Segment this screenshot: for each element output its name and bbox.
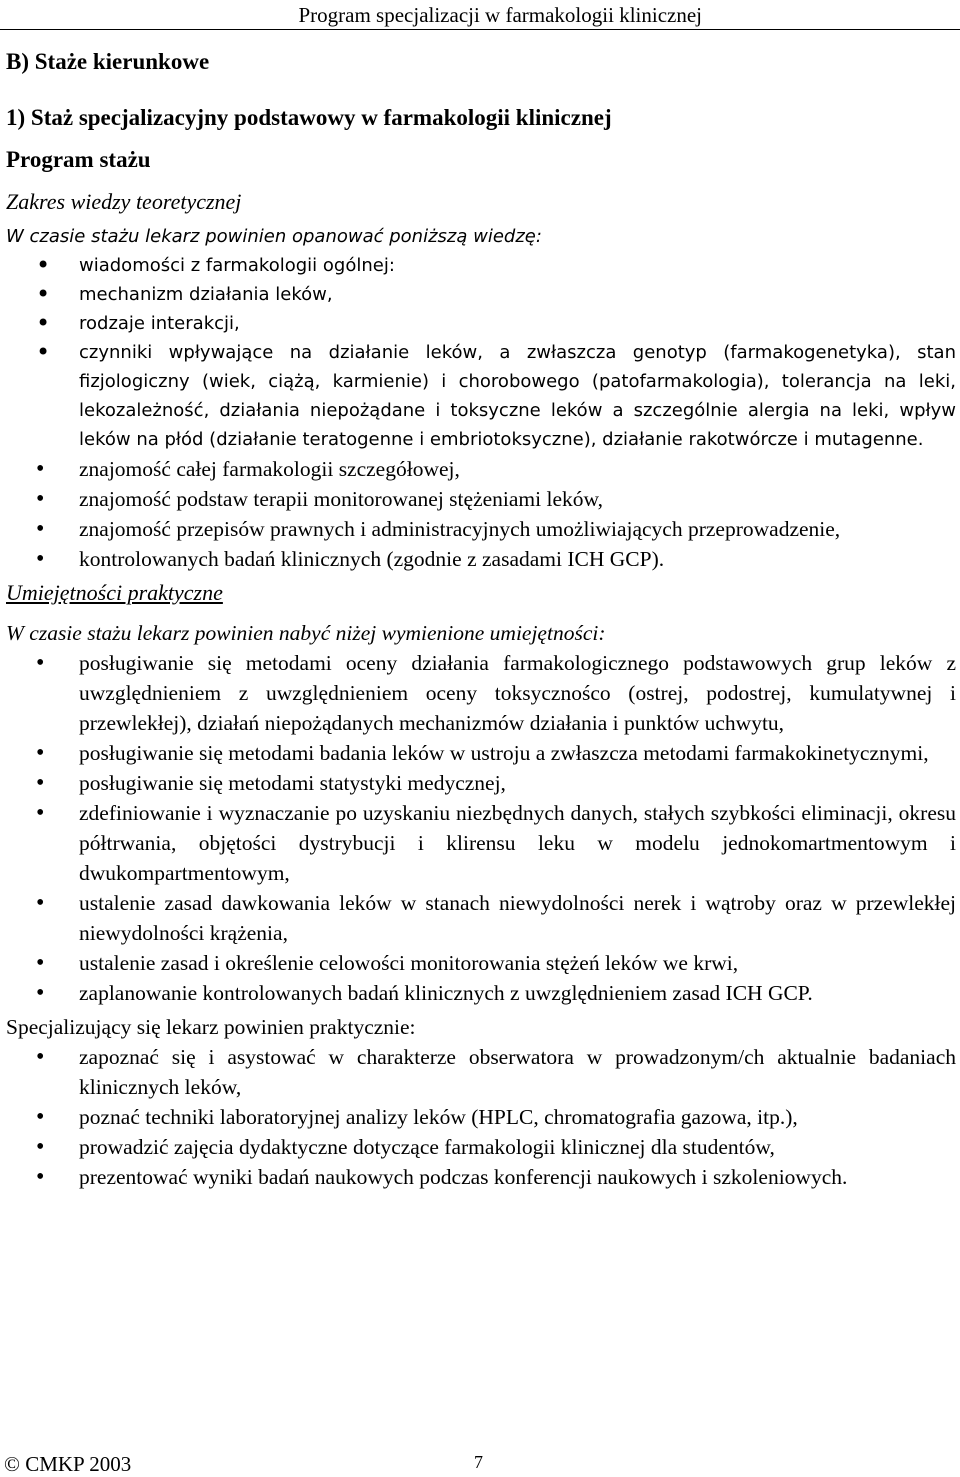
skills-item: • zaplanowanie kontrolowanych badań klinicznych z uwzględnieniem zasad ICH GCP. bbox=[6, 978, 956, 1008]
knowledge-item: • znajomość całej farmakologii szczegółowej, bbox=[6, 454, 956, 484]
footer-copyright: © CMKP 2003 bbox=[4, 1452, 132, 1476]
skills-item: • zdefiniowanie i wyznaczanie po uzyskaniu niezbędnych danych, stałych szybkości eliminacji, okresu półtrwania, objętości dystrybucji i klirensu leku w modelu jednokomartmentowym i dwukompartmentowym, bbox=[6, 798, 956, 888]
program-heading: Program stażu bbox=[6, 147, 151, 172]
knowledge-item: • znajomość przepisów prawnych i administracyjnych umożliwiających przeprowadzenie, bbox=[6, 514, 956, 544]
knowledge-item: • znajomość podstaw terapii monitorowanej stężeniami leków, bbox=[6, 484, 956, 514]
staz-heading: 1) Staż specjalizacyjny podstawowy w farmakologii klinicznej bbox=[6, 105, 612, 130]
knowledge-block bbox=[6, 222, 956, 454]
skills-item: • posługiwanie się metodami badania leków w ustroju a zwłaszcza metodami farmakokinetycznymi, bbox=[6, 738, 956, 768]
knowledge-heading: Zakres wiedzy teoretycznej bbox=[6, 189, 242, 214]
page-number: 7 bbox=[474, 1452, 483, 1472]
practical-item: • prezentować wyniki badań naukowych podczas konferencji naukowych i szkoleniowych. bbox=[6, 1162, 956, 1192]
knowledge-general-label: wiadomości z farmakologii ogólnej: bbox=[79, 255, 395, 276]
skills-heading: Umiejętności praktyczne bbox=[6, 580, 223, 605]
general-subitem: • czynniki wpływające na działanie leków, a zwłaszcza genotyp (farmakogenetyka), stan fizjologiczny (wiek, ciążą, karmienie) i chorobowego (patofarmakologia), tolerancja na leki, lekozależność, działania niepożądane i toksyczne leków a szczególnie alergia na leki, wpływ leków na płód (działanie teratogenne i embriotoksyczne), działanie rakotwórcze i mutagenne. bbox=[6, 338, 956, 454]
general-subitem: • rodzaje interakcji, bbox=[6, 309, 956, 338]
knowledge-general-list bbox=[6, 251, 956, 454]
section-heading: B) Staże kierunkowe bbox=[6, 49, 210, 74]
general-subitem: • mechanizm działania leków, bbox=[6, 280, 956, 309]
skills-item: • posługiwanie się metodami statystyki medycznej, bbox=[6, 768, 956, 798]
skills-item: • ustalenie zasad i określenie celowości monitorowania stężeń leków we krwi, bbox=[6, 948, 956, 978]
knowledge-item: • kontrolowanych badań klinicznych (zgodnie z zasadami ICH GCP). bbox=[6, 544, 956, 574]
practical-item: • poznać techniki laboratoryjnej analizy leków (HPLC, chromatografia gazowa, itp.), bbox=[6, 1102, 956, 1132]
document-content bbox=[6, 47, 956, 1192]
knowledge-intro: W czasie stażu lekarz powinien opanować poniższą wiedzę: bbox=[6, 226, 542, 247]
running-header: Program specjalizacji w farmakologii klinicznej bbox=[298, 3, 702, 27]
knowledge-list bbox=[6, 454, 956, 574]
header-rule bbox=[0, 29, 960, 30]
practical-intro: Specjalizujący się lekarz powinien praktycznie: bbox=[6, 1015, 416, 1039]
practical-list bbox=[6, 1042, 956, 1192]
knowledge-general-item bbox=[6, 251, 956, 454]
general-sublist bbox=[6, 280, 956, 454]
skills-item: • posługiwanie się metodami oceny działania farmakologicznego podstawowych grup leków z uwzględnieniem z uwzględnieniem oceny toksycznośco (ostrej, podostrej, kumulatywnej i przewlekłej), działań niepożądanych mechanizmów działania i punktów uchwytu, bbox=[6, 648, 956, 738]
skills-list bbox=[6, 648, 956, 1008]
practical-item: • prowadzić zajęcia dydaktyczne dotyczące farmakologii klinicznej dla studentów, bbox=[6, 1132, 956, 1162]
practical-item: • zapoznać się i asystować w charakterze obserwatora w prowadzonym/ch aktualnie badaniach klinicznych leków, bbox=[6, 1042, 956, 1102]
skills-item: • ustalenie zasad dawkowania leków w stanach niewydolności nerek i wątroby oraz w przewlekłej niewydolności krążenia, bbox=[6, 888, 956, 948]
skills-intro: W czasie stażu lekarz powinien nabyć niżej wymienione umiejętności: bbox=[6, 621, 606, 645]
